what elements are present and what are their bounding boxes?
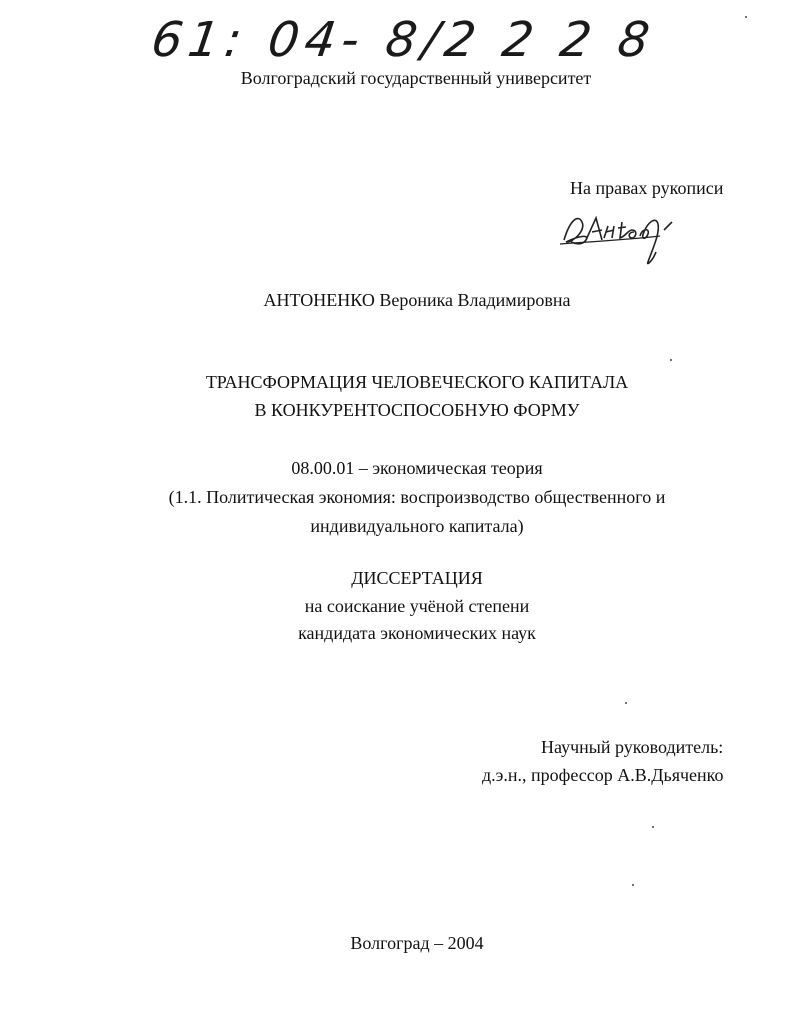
scan-speck [632, 884, 634, 886]
specialty-detail-line-2: индивидуального капитала) [310, 516, 524, 536]
dissertation-title-line-2: В КОНКУРЕНТОСПОСОБНУЮ ФОРМУ [254, 400, 580, 420]
specialty-detail-line-1: (1.1. Политическая экономия: воспроизводство общественного и [168, 487, 666, 507]
handwritten-archive-number: 61: 04- 8/2 2 2 8 [148, 12, 659, 68]
scan-speck [670, 359, 672, 361]
rights-label: На правах рукописи [570, 178, 724, 198]
supervisor-label: Научный руководитель: [541, 737, 724, 757]
university-name: Волгоградский государственный университет [240, 68, 592, 88]
scan-speck [652, 826, 654, 828]
dissertation-title-line-1: ТРАНСФОРМАЦИЯ ЧЕЛОВЕЧЕСКОГО КАПИТАЛА [205, 372, 629, 392]
author-signature [556, 200, 696, 270]
document-type-heading: ДИССЕРТАЦИЯ [351, 568, 483, 588]
degree-purpose-line-1: на соискание учёной степени [304, 596, 530, 616]
scan-speck [745, 16, 747, 18]
specialty-code: 08.00.01 – экономическая теория [291, 458, 543, 478]
author-name: АНТОНЕНКО Вероника Владимировна [263, 290, 571, 310]
place-and-year: Волгоград – 2004 [350, 933, 484, 953]
degree-purpose-line-2: кандидата экономических наук [298, 623, 536, 643]
supervisor-name: д.э.н., профессор А.В.Дьяченко [482, 765, 724, 785]
scan-speck [625, 702, 627, 704]
